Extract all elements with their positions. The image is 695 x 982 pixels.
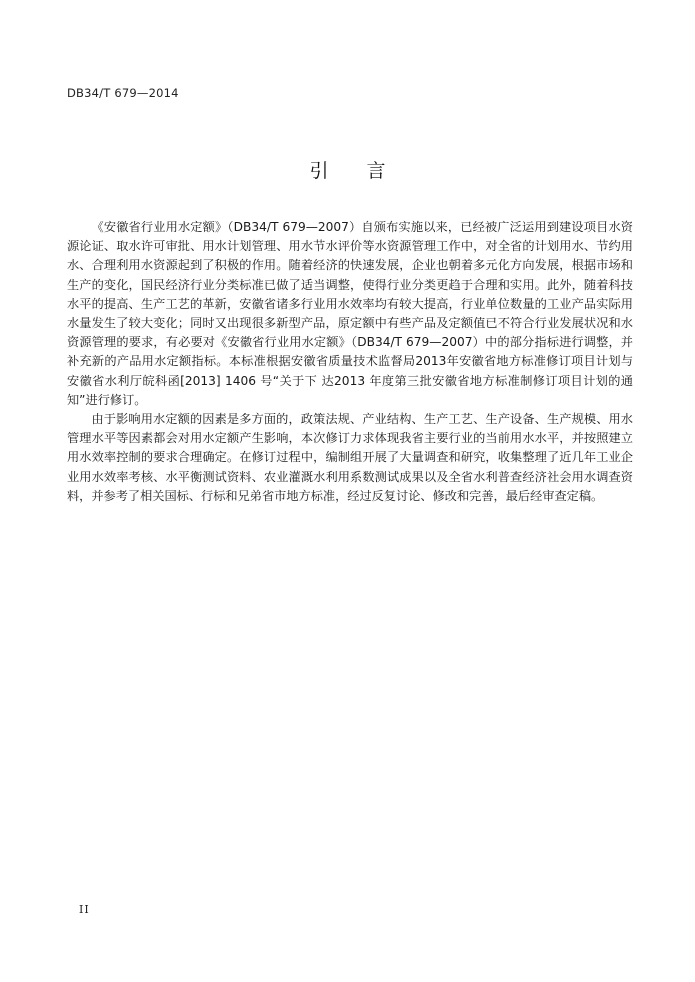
document-code: DB34/T 679—2014	[67, 86, 179, 100]
title-char-2: 言	[366, 160, 386, 182]
title-char-1: 引	[309, 160, 329, 182]
page-title	[0, 156, 695, 183]
paragraph-2: 由于影响用水定额的因素是多方面的，政策法规、产业结构、生产工艺、生产设备、生产规模、用水管理水平等因素都会对用水定额产生影响，本次修订力求体现我省主要行业的当前用水水平，并按照建立用水效率控制的要求合理确定。在修订过程中，编制组开展了大量调查和研究，收集整理了近几年工业企业用水效率考核、水平衡测试资料、农业灌溉水利用系数测试成果以及全省水利普查经济社会用水调查资料，并参考了相关国标、行标和兄弟省市地方标准，经过反复讨论、修改和完善，最后经审查定稿。	[67, 412, 633, 503]
paragraph-1: 《安徽省行业用水定额》（DB34/T 679—2007）自颁布实施以来，已经被广泛运用到建设项目水资源论证、取水许可审批、用水计划管理、用水节水评价等水资源管理工作中，对全省的计划用水、节约用水、合理利用水资源起到了积极的作用。随着经济的快速发展，企业也朝着多元化方向发展，根据市场和生产的变化，国民经济行业分类标准已做了适当调整，使得行业分类更趋于合理和实用。此外，随着科技水平的提高、生产工艺的革新，安徽省诸多行业用水效率均有较大提高，行业单位数量的工业产品实际用水量发生了较大变化；同时又出现很多新型产品，原定额中有些产品及定额值已不符合行业发展状况和水资源管理的要求，有必要对《安徽省行业用水定额》（DB34/T 679—2007）中的部分指标进行调整，并补充新的产品用水定额指标。本标准根据安徽省质量技术监督局2013年安徽省地方标准修订项目计划与安徽省水利厅皖科函[2013] 1406 号“关于下 达2013 年度第三批安徽省地方标准制修订项目计划的通知”进行修订。	[67, 220, 633, 407]
page-number: II	[79, 903, 90, 916]
introduction-body	[67, 218, 633, 506]
